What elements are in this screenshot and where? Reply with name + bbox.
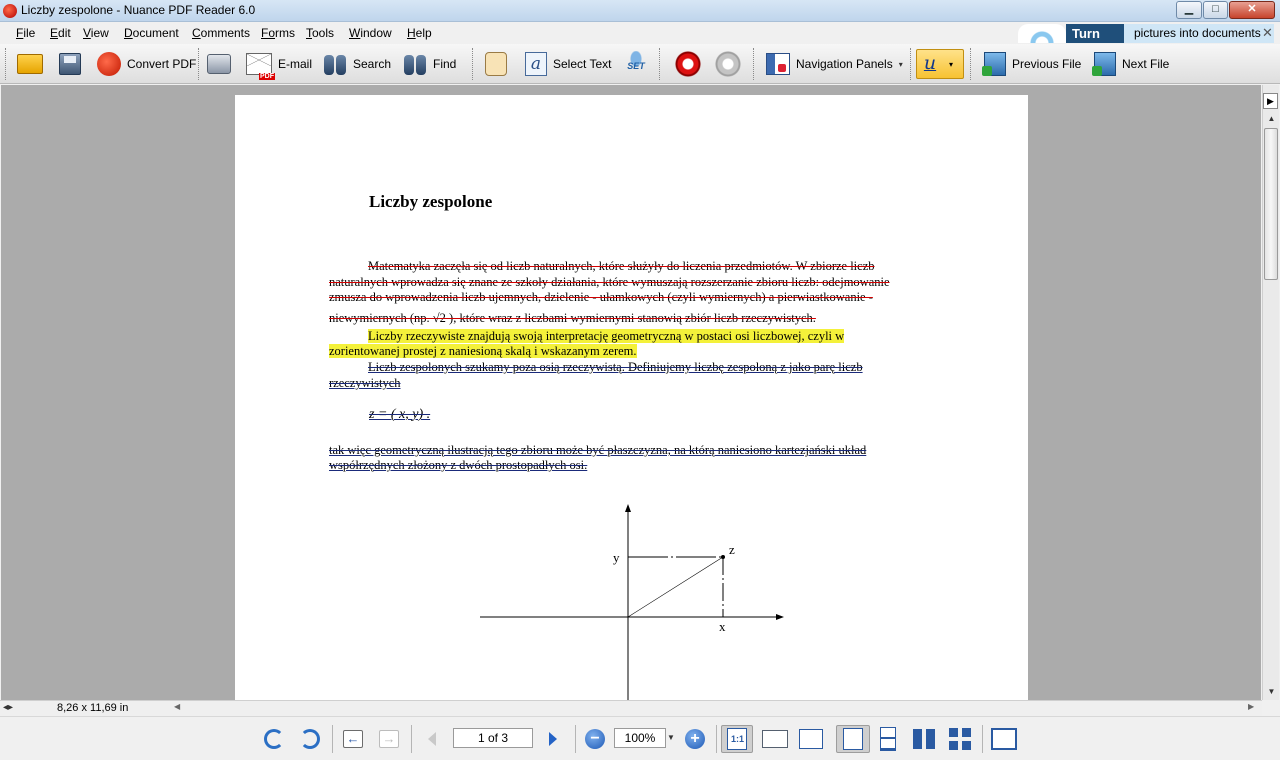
scroll-left-icon[interactable]: ◀ bbox=[174, 702, 181, 711]
continuous-facing-button[interactable] bbox=[946, 725, 974, 753]
undo-icon bbox=[675, 51, 701, 77]
zoom-out-button[interactable] bbox=[581, 725, 609, 753]
pdf-page[interactable] bbox=[235, 95, 1028, 700]
paragraph-line[interactable]: rzeczywistych bbox=[329, 376, 401, 390]
previous-page-button[interactable] bbox=[418, 725, 446, 753]
toolbar-separator bbox=[753, 48, 755, 80]
back-arrow-icon: ← bbox=[343, 730, 363, 748]
fit-page-button[interactable] bbox=[795, 725, 827, 753]
navigation-panels-button[interactable]: Navigation Panels ▾ bbox=[762, 48, 907, 80]
select-text-icon: a bbox=[525, 52, 547, 76]
facing-pages-icon bbox=[913, 729, 935, 749]
toolbar bbox=[0, 44, 1280, 84]
save-icon bbox=[59, 53, 81, 75]
paragraph-line[interactable]: współrzędnych złożony z dwóch prostopadłych osi. bbox=[329, 458, 588, 472]
menu-forms[interactable]: Forms bbox=[261, 26, 296, 40]
save-button[interactable] bbox=[55, 48, 85, 80]
maximize-button[interactable]: □ bbox=[1203, 1, 1228, 19]
menu-edit[interactable]: Edit bbox=[50, 26, 71, 40]
rotate-clockwise-button[interactable] bbox=[296, 725, 324, 753]
navigation-bar bbox=[0, 716, 1280, 760]
paragraph-line[interactable]: tak więc geometryczną ilustracją tego zbioru może być płaszczyzna, na którą naniesiono kartezjański układ bbox=[329, 443, 867, 457]
rotate-counterclockwise-button[interactable] bbox=[260, 725, 288, 753]
label-x: x bbox=[719, 619, 726, 634]
convert-pdf-icon bbox=[97, 52, 121, 76]
next-file-icon bbox=[1094, 52, 1116, 76]
fit-page-icon bbox=[799, 729, 823, 749]
menu-comments[interactable]: Comments bbox=[192, 26, 251, 40]
rotate-left-icon bbox=[264, 729, 284, 749]
single-page-button[interactable] bbox=[836, 725, 870, 753]
open-button[interactable] bbox=[13, 48, 47, 80]
paragraph-line[interactable]: naturalnych wprowadza się znane ze szkoły działania, które wymuszają rozszerzanie zbioru liczb: odejmowanie bbox=[329, 275, 890, 289]
document-view[interactable] bbox=[1, 85, 1261, 700]
zoom-in-icon: + bbox=[685, 729, 705, 749]
scrollbar-thumb[interactable] bbox=[1264, 128, 1278, 280]
previous-view-button[interactable] bbox=[339, 725, 367, 753]
paragraph-line[interactable]: zmusza do wprowadzenia liczb ujemnych, dzielenie - ułamkowych (czyli wymiernych) a pierwiastkowanie - bbox=[329, 290, 873, 304]
email-button[interactable]: PDF E-mail bbox=[242, 48, 316, 80]
find-button[interactable]: Find bbox=[399, 48, 460, 80]
menu-document[interactable]: Document bbox=[124, 26, 179, 40]
previous-file-icon bbox=[984, 52, 1006, 76]
redo-icon bbox=[715, 51, 741, 77]
paragraph-line[interactable]: Liczb zespolonych szukamy poza osią rzeczywistą. Definiujemy liczbę zespoloną z jako parę liczb bbox=[368, 360, 863, 374]
convert-pdf-button[interactable]: Convert PDF bbox=[93, 48, 200, 80]
navigation-panels-icon bbox=[766, 53, 790, 75]
label-z: z bbox=[729, 542, 735, 557]
forward-arrow-icon: → bbox=[379, 730, 399, 748]
menu-file[interactable]: File bbox=[16, 26, 36, 40]
zoom-level-input[interactable] bbox=[614, 728, 666, 748]
y-axis-arrow bbox=[625, 504, 631, 512]
toolbar-separator bbox=[198, 48, 200, 80]
set-icon: SET bbox=[623, 51, 649, 77]
previous-page-icon bbox=[428, 732, 436, 746]
complex-plane-diagram bbox=[475, 500, 795, 700]
actual-size-icon: 1:1 bbox=[727, 728, 747, 750]
toolbar-separator bbox=[472, 48, 474, 80]
menu-window[interactable]: Window bbox=[349, 26, 392, 40]
find-binoculars-icon bbox=[403, 53, 427, 75]
single-page-icon bbox=[843, 728, 863, 750]
next-file-button[interactable]: Next File bbox=[1090, 48, 1173, 80]
printer-icon bbox=[207, 54, 231, 74]
banner-turn-label: Turn bbox=[1066, 24, 1124, 43]
next-page-button[interactable] bbox=[539, 725, 567, 753]
binoculars-icon bbox=[323, 53, 347, 75]
rotate-right-icon bbox=[300, 729, 320, 749]
document-heading: Liczby zespolone bbox=[369, 192, 493, 211]
page-size-indicator: 8,26 x 11,69 in bbox=[57, 702, 129, 714]
status-bar bbox=[0, 700, 1262, 716]
select-text-button[interactable]: a Select Text bbox=[521, 48, 615, 80]
hand-icon bbox=[485, 52, 507, 76]
facing-pages-button[interactable] bbox=[910, 725, 938, 753]
nav-separator bbox=[332, 725, 333, 753]
close-window-button[interactable]: ✕ bbox=[1229, 1, 1275, 19]
search-button[interactable]: Search bbox=[319, 48, 395, 80]
banner-tagline: pictures into documents bbox=[1124, 24, 1274, 43]
undo-button[interactable] bbox=[671, 48, 705, 80]
chevron-down-icon: ▾ bbox=[949, 59, 954, 69]
toolbar-separator bbox=[970, 48, 972, 80]
zoom-in-button[interactable] bbox=[681, 725, 709, 753]
scroll-down-icon[interactable]: ▼ bbox=[1267, 687, 1276, 696]
turn-logo-icon bbox=[1018, 24, 1066, 43]
underline-icon: u bbox=[923, 52, 937, 74]
continuous-pages-icon bbox=[880, 727, 896, 751]
formula[interactable]: z = ( x, y) . bbox=[369, 407, 431, 422]
folder-icon bbox=[17, 54, 43, 74]
nav-separator bbox=[982, 725, 983, 753]
paragraph-line[interactable]: niewymiernych (np. √2 ), które wraz z liczbami wymiernymi stanowią zbiór liczb rzeczywistych. bbox=[329, 311, 816, 325]
fit-width-icon bbox=[762, 730, 788, 748]
fit-width-button[interactable] bbox=[759, 725, 791, 753]
actual-size-button[interactable] bbox=[721, 725, 753, 753]
previous-file-button[interactable]: Previous File bbox=[980, 48, 1085, 80]
set-button[interactable] bbox=[619, 48, 653, 80]
nav-separator bbox=[575, 725, 576, 753]
highlighted-line[interactable]: Liczby rzeczywiste znajdują swoją interpretację geometryczną w postaci osi liczbowej, czyli w bbox=[368, 329, 845, 343]
page-number-input[interactable] bbox=[453, 728, 533, 748]
menu-view[interactable]: View bbox=[83, 26, 109, 40]
nav-separator bbox=[716, 725, 717, 753]
banner-close-icon[interactable]: ✕ bbox=[1262, 25, 1273, 40]
toolbar-separator bbox=[659, 48, 661, 80]
zoom-dropdown-icon[interactable]: ▼ bbox=[667, 733, 675, 742]
split-view-icon[interactable]: ◂▸ bbox=[3, 702, 14, 713]
underline-tool-button[interactable] bbox=[916, 49, 964, 79]
paragraph-line[interactable]: Matematyka zaczęła się od liczb naturalnych, które służyły do liczenia przedmiotów. W zbiorze liczb bbox=[368, 259, 875, 273]
next-page-icon bbox=[549, 732, 557, 746]
full-screen-icon bbox=[991, 728, 1017, 750]
expand-panel-icon[interactable]: ▶ bbox=[1263, 93, 1278, 109]
toolbar-grip bbox=[5, 48, 7, 80]
menu-help[interactable]: Help bbox=[407, 26, 432, 40]
toolbar-separator bbox=[910, 48, 912, 80]
continuous-button[interactable] bbox=[874, 725, 902, 753]
label-y: y bbox=[613, 550, 620, 565]
title-bar bbox=[0, 0, 1280, 22]
next-view-button[interactable] bbox=[375, 725, 403, 753]
scroll-right-icon[interactable]: ▶ bbox=[1248, 702, 1255, 711]
highlighted-line[interactable]: zorientowanej prostej z naniesioną skalą i wskazanym zerem. bbox=[329, 344, 637, 358]
menu-tools[interactable]: Tools bbox=[306, 26, 335, 40]
continuous-facing-icon bbox=[949, 728, 971, 750]
print-button[interactable] bbox=[203, 48, 235, 80]
redo-button[interactable] bbox=[711, 48, 745, 80]
vector-line bbox=[628, 557, 723, 617]
zoom-out-icon: − bbox=[585, 729, 605, 749]
promo-banner[interactable] bbox=[1018, 24, 1261, 43]
hand-tool-button[interactable] bbox=[481, 48, 511, 80]
nav-separator bbox=[411, 725, 412, 753]
scroll-up-icon[interactable]: ▲ bbox=[1267, 114, 1276, 123]
point-z bbox=[721, 555, 725, 559]
chevron-down-icon: ▾ bbox=[898, 59, 903, 69]
app-icon bbox=[3, 4, 17, 18]
window-title: Liczby zespolone - Nuance PDF Reader 6.0 bbox=[21, 3, 256, 17]
minimize-button[interactable]: ▁ bbox=[1176, 1, 1202, 19]
email-pdf-icon bbox=[246, 53, 272, 75]
x-axis-arrow bbox=[776, 614, 784, 620]
full-screen-button[interactable] bbox=[988, 725, 1020, 753]
